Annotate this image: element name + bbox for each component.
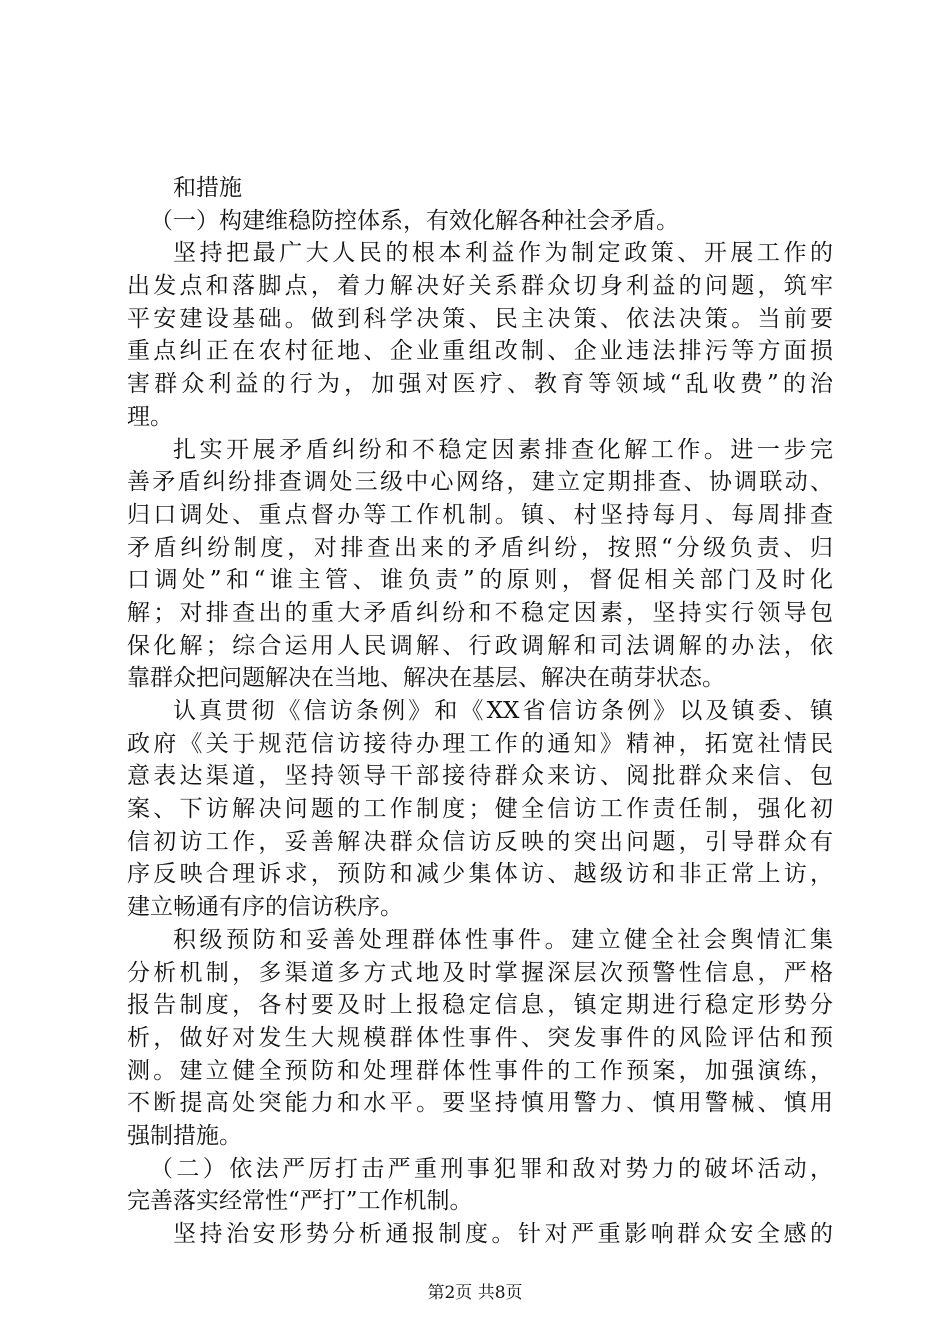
text-line: 平安建设基础。做到科学决策、民主决策、依法决策。当前要 <box>127 305 833 332</box>
text-line: 出发点和落脚点，着力解决好关系群众切身利益的问题，筑牢 <box>127 273 833 300</box>
text-line: 积级预防和妥善处理群体性事件。建立健全社会舆情汇集 <box>173 926 833 953</box>
text-line: 扎实开展矛盾纠纷和不稳定因素排查化解工作。进一步完 <box>173 436 833 463</box>
document-body <box>127 172 833 1251</box>
text-line: 坚持治安形势分析通报制度。针对严重影响群众安全感的 <box>173 1221 833 1247</box>
page-number-footer: 第2页 共8页 <box>427 1283 523 1303</box>
text-line: 案、下访解决问题的工作制度；健全信访工作责任制，强化初 <box>127 796 833 823</box>
text-line: 建立畅通有序的信访秩序。 <box>127 894 403 921</box>
text-line: 析，做好对发生大规模群体性事件、突发事件的风险评估和预 <box>127 1024 833 1051</box>
text-line: 靠群众把问题解决在当地、解决在基层、解决在萌芽状态。 <box>127 665 725 692</box>
text-line: 意表达渠道，坚持领导干部接待群众来访、阅批群众来信、包 <box>127 763 833 790</box>
text-line: 归口调处、重点督办等工作机制。镇、村坚持每月、每周排查 <box>127 501 833 528</box>
text-line: 分析机制，多渠道多方式地及时掌握深层次预警性信息，严格 <box>127 959 833 986</box>
text-line: 不断提高处突能力和水平。要坚持慎用警力、慎用警械、慎用 <box>127 1090 833 1117</box>
text-line: 矛盾纠纷制度，对排查出来的矛盾纠纷，按照“分级负责、归 <box>127 534 833 561</box>
text-line: 认真贯彻《信访条例》和《XX省信访条例》以及镇委、镇 <box>173 698 833 724</box>
section-heading: （一）构建维稳防控体系，有效化解各种社会矛盾。 <box>150 207 679 234</box>
text-line: 报告制度，各村要及时上报稳定信息，镇定期进行稳定形势分 <box>127 992 833 1019</box>
text-line: 序反映合理诉求，预防和减少集体访、越级访和非正常上访， <box>127 861 833 888</box>
text-line: 理。 <box>127 403 173 430</box>
text-line: 重点纠正在农村征地、企业重组改制、企业违法排污等方面损 <box>127 338 833 365</box>
text-line: 强制措施。 <box>127 1122 242 1149</box>
text-line: 政府《关于规范信访接待办理工作的通知》精神，拓宽社情民 <box>127 730 833 757</box>
text-line: 和措施 <box>173 175 242 201</box>
text-line: 口调处”和“谁主管、谁负责”的原则，督促相关部门及时化 <box>127 567 833 594</box>
section-heading: 完善落实经常性“严打”工作机制。 <box>127 1188 473 1215</box>
text-line: 测。建立健全预防和处理群体性事件的工作预案，加强演练， <box>127 1057 833 1084</box>
text-line: 害群众利益的行为，加强对医疗、教育等领域“乱收费”的治 <box>127 371 833 398</box>
section-heading: （二）依法严厉打击严重刑事犯罪和敌对势力的破坏活动， <box>150 1155 833 1182</box>
text-line: 坚持把最广大人民的根本利益作为制定政策、开展工作的 <box>173 240 833 267</box>
text-line: 解；对排查出的重大矛盾纠纷和不稳定因素，坚持实行领导包 <box>127 599 833 626</box>
text-line: 善矛盾纠纷排查调处三级中心网络，建立定期排查、协调联动、 <box>127 469 833 496</box>
text-line: 保化解；综合运用人民调解、行政调解和司法调解的办法，依 <box>127 632 833 659</box>
text-line: 信初访工作，妥善解决群众信访反映的突出问题，引导群众有 <box>127 828 833 855</box>
